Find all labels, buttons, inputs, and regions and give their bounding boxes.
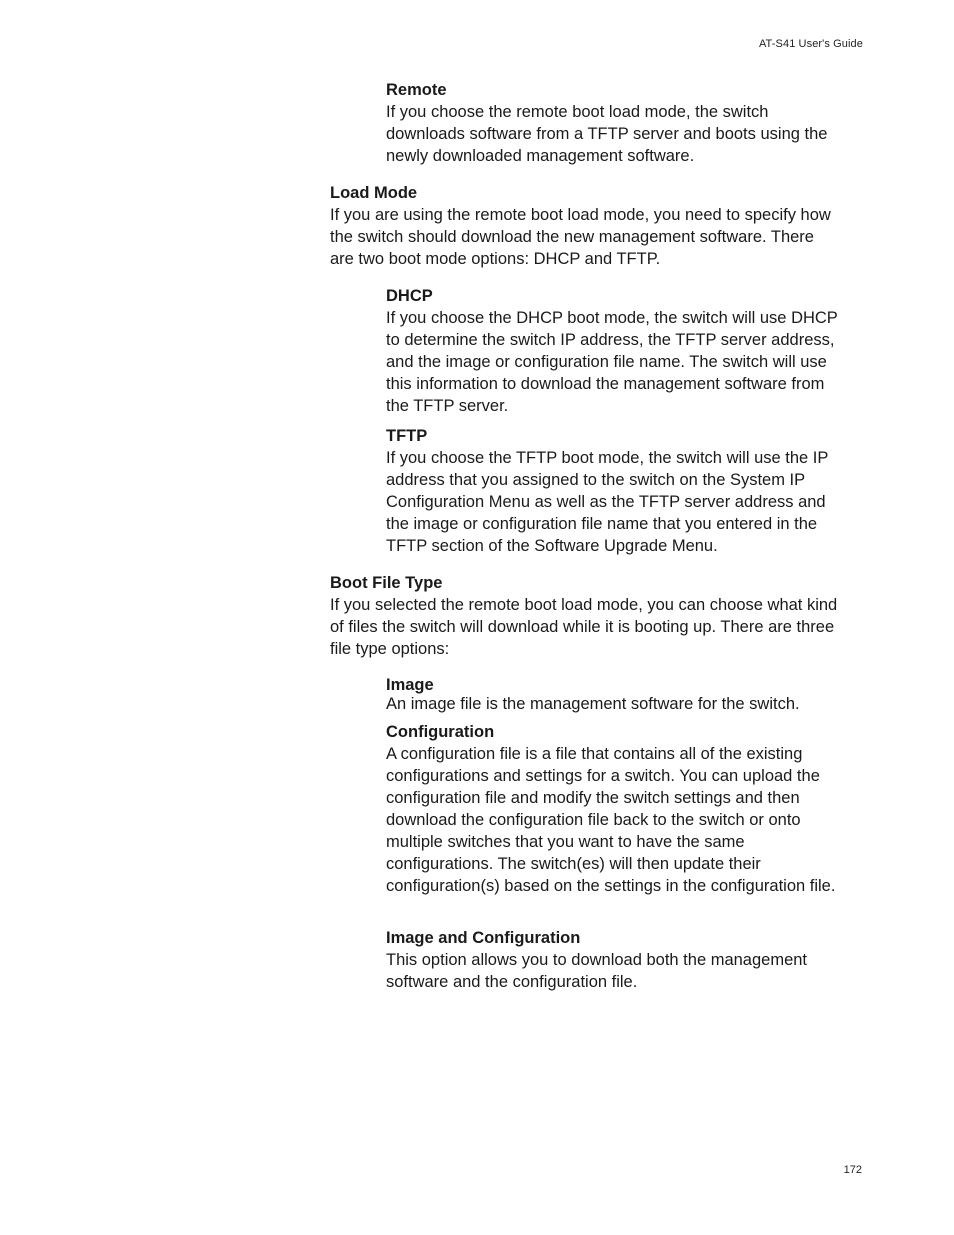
- section-body: This option allows you to download both the management software and the configuration file.: [386, 951, 808, 991]
- section-load-mode: [330, 182, 840, 270]
- section-tftp: [386, 425, 838, 557]
- section-heading: Configuration: [386, 723, 495, 741]
- section-heading: Remote: [386, 81, 447, 99]
- section-heading: TFTP: [386, 427, 428, 445]
- section-heading: Load Mode: [330, 184, 418, 202]
- running-header-title: AT-S41 User's Guide: [758, 38, 863, 50]
- page-number: 172: [843, 1164, 862, 1176]
- section-heading: Image: [386, 676, 434, 694]
- section-body: If you selected the remote boot load mode, you can choose what kind of files the switch will download while it is booting up. There are three file type options:: [330, 596, 838, 658]
- section-heading: DHCP: [386, 287, 433, 305]
- section-configuration: [386, 721, 838, 897]
- section-dhcp: [386, 285, 838, 417]
- section-body: An image file is the management software for the switch.: [386, 695, 800, 713]
- section-image-and-configuration: [386, 927, 838, 993]
- section-body: If you are using the remote boot load mode, you need to specify how the switch should download the new management software. There are two boot mode options: DHCP and TFTP.: [330, 206, 831, 268]
- section-body: A configuration file is a file that contains all of the existing configurations and settings for a switch. You can upload the configuration file and modify the switch settings and then download the configuration file back to the switch or onto multiple switches that you want to have the same configurations. The switch(es) will then update their configuration(s) based on the settings in the configuration file.: [386, 745, 836, 895]
- section-heading: Image and Configuration: [386, 929, 581, 947]
- section-boot-file-type: [330, 572, 840, 660]
- section-image: [386, 675, 838, 713]
- section-heading: Boot File Type: [330, 574, 443, 592]
- section-remote: [386, 79, 838, 167]
- section-body: If you choose the TFTP boot mode, the switch will use the IP address that you assigned to the switch on the System IP Configuration Menu as well as the TFTP server address and the image or configuration file name that you entered in the TFTP section of the Software Upgrade Menu.: [386, 449, 829, 555]
- section-body: If you choose the DHCP boot mode, the switch will use DHCP to determine the switch IP address, the TFTP server address, and the image or configuration file name. The switch will use this information to download the management software from the TFTP server.: [386, 309, 838, 415]
- section-body: If you choose the remote boot load mode, the switch downloads software from a TFTP server and boots using the newly downloaded management software.: [386, 103, 828, 165]
